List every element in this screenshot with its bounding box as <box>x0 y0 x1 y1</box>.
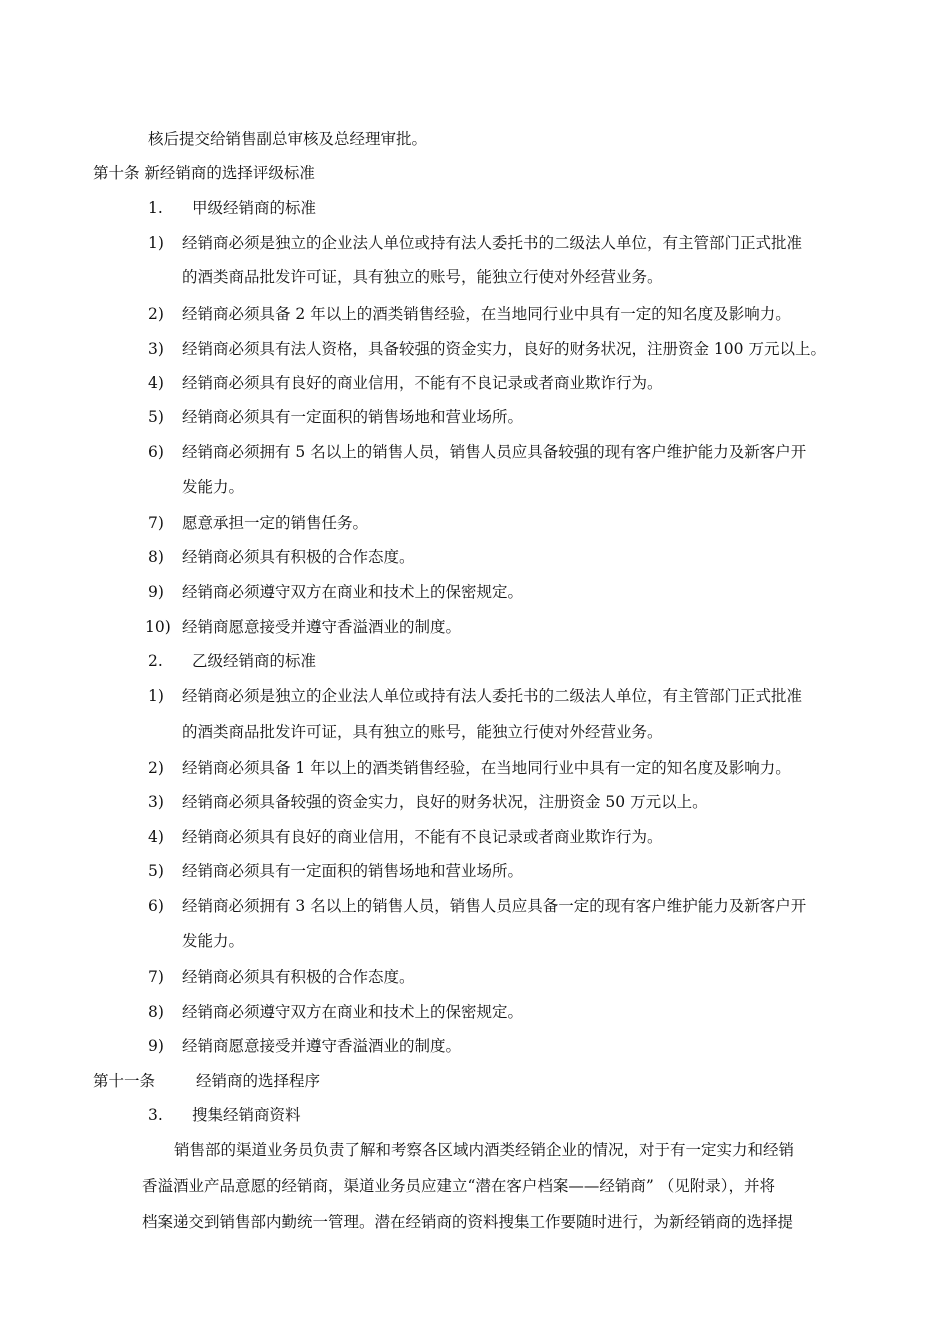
list-item-number: 6) <box>148 443 164 461</box>
paragraph-line: 销售部的渠道业务员负责了解和考察各区域内酒类经销企业的情况，对于有一定实力和经销 <box>174 1141 795 1159</box>
list-item-text: 发能力。 <box>182 478 245 496</box>
article-11-title: 经销商的选择程序 <box>196 1072 321 1090</box>
list-item-text: 的酒类商品批发许可证，具有独立的账号，能独立行使对外经营业务。 <box>182 723 663 741</box>
list-item-text: 经销商愿意接受并遵守香溢酒业的制度。 <box>182 1037 462 1055</box>
list-item-text: 经销商必须拥有 3 名以上的销售人员，销售人员应具备一定的现有客户维护能力及新客户开 <box>182 897 807 915</box>
section-2-title: 乙级经销商的标准 <box>192 652 317 670</box>
paragraph-line: 香溢酒业产品意愿的经销商，渠道业务员应建立“潜在客户档案——经销商” （见附录），并将 <box>142 1177 776 1195</box>
list-item-number: 10) <box>145 618 171 636</box>
list-item-number: 4) <box>148 828 164 846</box>
intro-line: 核后提交给销售副总审核及总经理审批。 <box>148 130 428 148</box>
list-item-text: 经销商必须具备 2 年以上的酒类销售经验，在当地同行业中具有一定的知名度及影响力。 <box>182 305 791 323</box>
list-item-text: 经销商必须具有良好的商业信用，不能有不良记录或者商业欺诈行为。 <box>182 828 663 846</box>
list-item-text: 经销商必须遵守双方在商业和技术上的保密规定。 <box>182 583 524 601</box>
list-item-number: 9) <box>148 1037 164 1055</box>
list-item-text: 经销商必须具有良好的商业信用，不能有不良记录或者商业欺诈行为。 <box>182 374 663 392</box>
list-item-text: 经销商必须是独立的企业法人单位或持有法人委托书的二级法人单位，有主管部门正式批准 <box>182 234 803 252</box>
list-item-text: 经销商必须具有积极的合作态度。 <box>182 968 415 986</box>
list-item-number: 5) <box>148 862 164 880</box>
list-item-number: 3) <box>148 793 164 811</box>
list-item-number: 9) <box>148 583 164 601</box>
list-item-text: 经销商必须具备较强的资金实力，良好的财务状况，注册资金 50 万元以上。 <box>182 793 708 811</box>
list-item-number: 1) <box>148 234 164 252</box>
section-1-number: 1. <box>148 199 163 217</box>
list-item-text: 经销商必须具备 1 年以上的酒类销售经验，在当地同行业中具有一定的知名度及影响力。 <box>182 759 791 777</box>
list-item-text: 经销商必须具有一定面积的销售场地和营业场所。 <box>182 408 524 426</box>
list-item-text: 经销商必须具有积极的合作态度。 <box>182 548 415 566</box>
paragraph-line: 档案递交到销售部内勤统一管理。潜在经销商的资料搜集工作要随时进行，为新经销商的选择提 <box>142 1213 794 1231</box>
list-item-number: 7) <box>148 968 164 986</box>
list-item-text: 经销商愿意接受并遵守香溢酒业的制度。 <box>182 618 462 636</box>
list-item-text: 愿意承担一定的销售任务。 <box>182 514 369 532</box>
list-item-number: 1) <box>148 687 164 705</box>
list-item-text: 经销商必须遵守双方在商业和技术上的保密规定。 <box>182 1003 524 1021</box>
list-item-number: 5) <box>148 408 164 426</box>
list-item-number: 7) <box>148 514 164 532</box>
list-item-number: 2) <box>148 759 164 777</box>
list-item-text: 经销商必须具有一定面积的销售场地和营业场所。 <box>182 862 524 880</box>
section-1-title: 甲级经销商的标准 <box>192 199 317 217</box>
list-item-number: 3) <box>148 340 164 358</box>
section-2-number: 2. <box>148 652 163 670</box>
list-item-number: 8) <box>148 548 164 566</box>
article-11-label: 第十一条 <box>93 1072 156 1090</box>
list-item-text: 经销商必须具有法人资格，具备较强的资金实力，良好的财务状况，注册资金 100 万元以上。 <box>182 340 826 358</box>
list-item-text: 发能力。 <box>182 932 245 950</box>
list-item-number: 4) <box>148 374 164 392</box>
list-item-text: 经销商必须拥有 5 名以上的销售人员，销售人员应具备较强的现有客户维护能力及新客户开 <box>182 443 807 461</box>
article-10-heading: 第十条 新经销商的选择评级标准 <box>93 164 315 182</box>
list-item-number: 8) <box>148 1003 164 1021</box>
section-3-title: 搜集经销商资料 <box>192 1106 301 1124</box>
section-3-number: 3. <box>148 1106 163 1124</box>
list-item-number: 2) <box>148 305 164 323</box>
list-item-text: 经销商必须是独立的企业法人单位或持有法人委托书的二级法人单位，有主管部门正式批准 <box>182 687 803 705</box>
list-item-text: 的酒类商品批发许可证，具有独立的账号，能独立行使对外经营业务。 <box>182 268 663 286</box>
list-item-number: 6) <box>148 897 164 915</box>
